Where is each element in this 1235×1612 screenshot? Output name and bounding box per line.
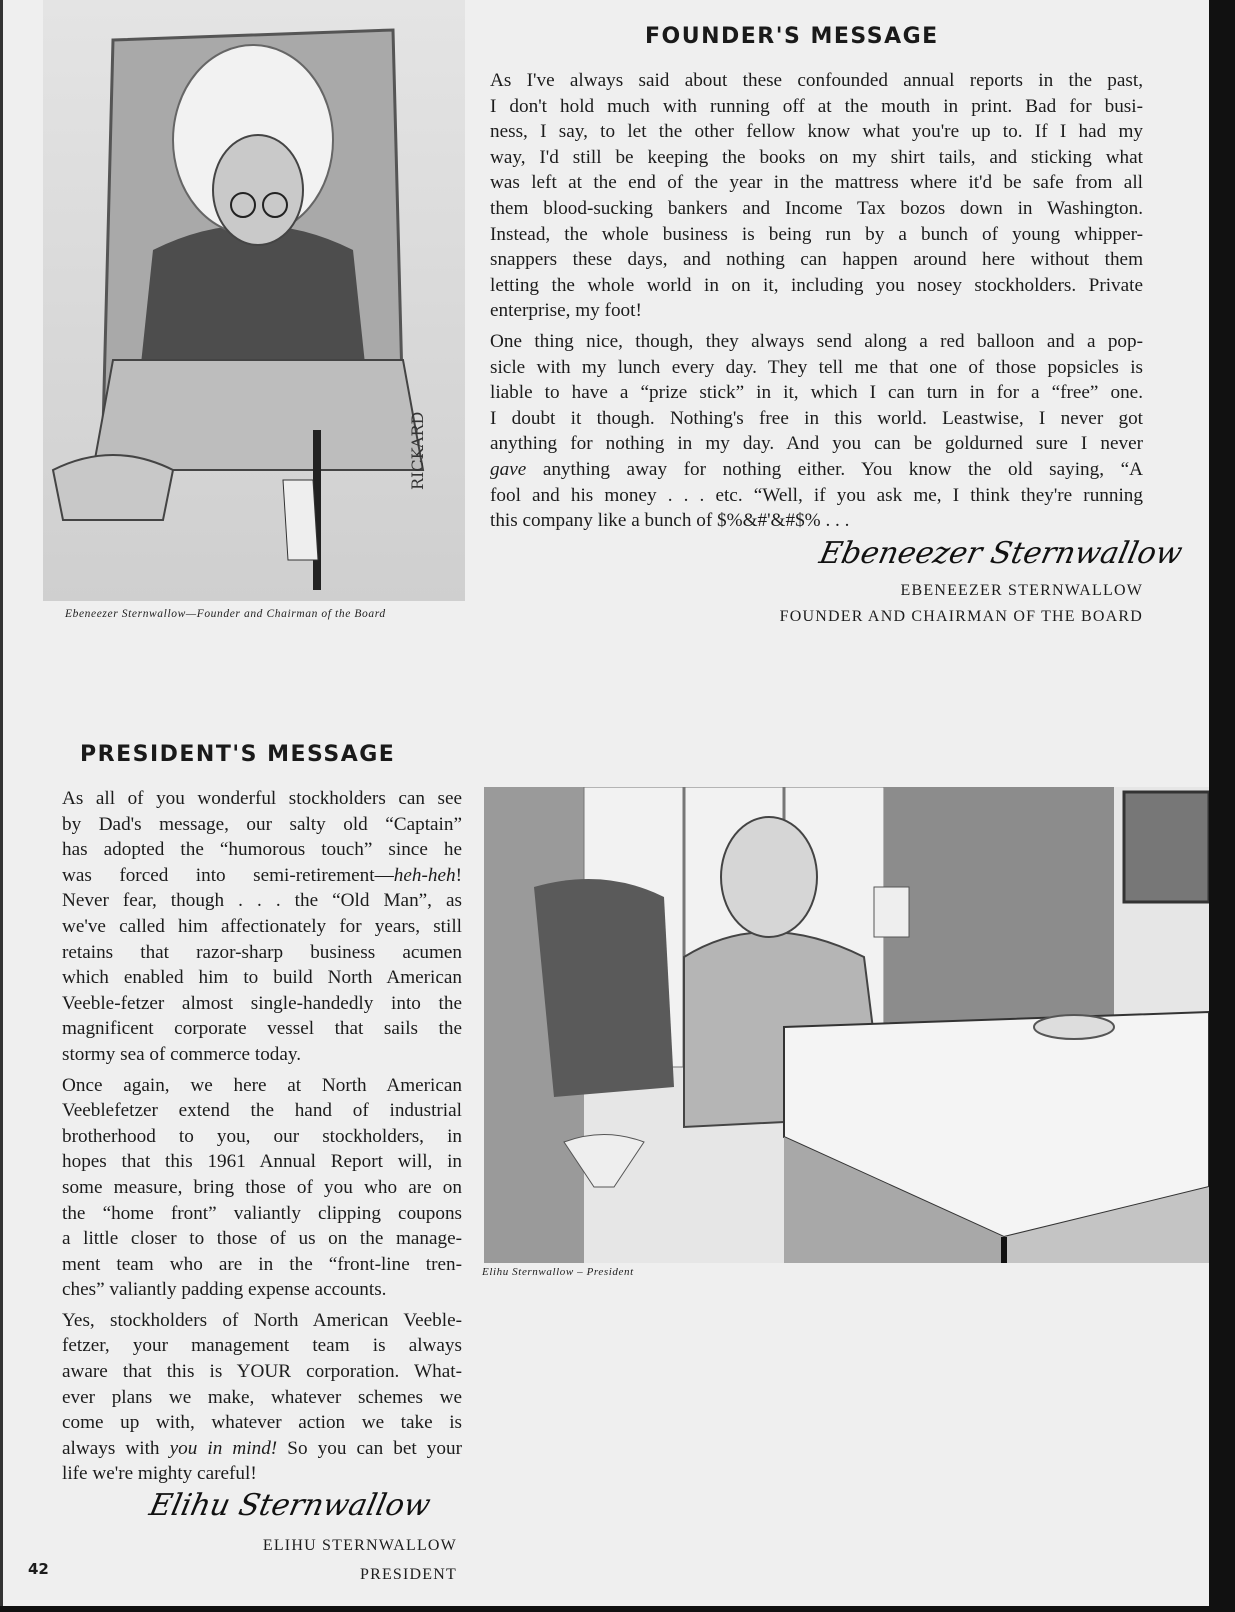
text-line: come up with, whatever action we take is <box>62 1412 462 1434</box>
paragraph <box>490 329 1143 534</box>
page-bottom-edge <box>0 1606 1235 1612</box>
text-line: Veeblefetzer extend the hand of industrial <box>62 1100 462 1122</box>
text-line: Once again, we here at North American <box>62 1074 462 1096</box>
text-line: ches” valiantly padding expense accounts. <box>62 1279 387 1301</box>
text-line: was left at the end of the year in the mattress where it'd be safe from all <box>490 172 1143 194</box>
text-line <box>62 1436 462 1462</box>
text-line: fool and his money . . . etc. “Well, if you ask me, I think they're running <box>490 484 1143 506</box>
president-caption: Elihu Sternwallow – President <box>482 1266 634 1278</box>
text-line: some measure, bring those of you who are on <box>62 1176 462 1198</box>
text-line <box>490 457 1143 483</box>
text-line: Never fear, though . . . the “Old Man”, as <box>62 890 462 912</box>
text-segment: always with <box>62 1437 170 1459</box>
text-line: by Dad's message, our salty old “Captain” <box>62 813 462 835</box>
italic-text: heh-heh <box>393 864 456 886</box>
text-line: has adopted the “humorous touch” since he <box>62 839 462 861</box>
president-title: PRESIDENT <box>359 1566 457 1583</box>
text-line: I doubt it though. Nothing's free in this world. Leastwise, I never got <box>490 407 1143 429</box>
paragraph <box>62 786 462 1068</box>
italic-text: gave <box>490 458 527 480</box>
text-line: ment team who are in the “front-line tren- <box>62 1253 462 1275</box>
text-line: Instead, the whole business is being run by a bunch of young whipper- <box>490 223 1143 245</box>
text-line: ness, I say, to let the other fellow know what you're up to. If I had my <box>490 121 1143 143</box>
text-line: stormy sea of commerce today. <box>62 1043 302 1065</box>
president-caricature-drawing <box>484 787 1209 1263</box>
text-line: way, I'd still be keeping the books on my shirt tails, and sticking what <box>490 146 1143 168</box>
text-line: Veeble-fetzer almost single-handedly into the <box>62 992 462 1014</box>
founder-title: FOUNDER AND CHAIRMAN OF THE BOARD <box>779 608 1143 625</box>
text-line <box>62 863 462 889</box>
text-line: snappers these days, and nothing can happen around here without them <box>490 249 1143 271</box>
text-line: fetzer, your management team is always <box>62 1335 462 1357</box>
text-segment: was forced into semi-retirement— <box>62 864 394 886</box>
founder-signature: Ebeneezer Sternwallow <box>816 536 1186 571</box>
founder-caricature-drawing <box>43 0 465 601</box>
president-signature: Elihu Sternwallow <box>146 1488 434 1523</box>
text-line: One thing nice, though, they always send along a red balloon and a pop- <box>490 330 1143 352</box>
text-segment: ! <box>455 864 462 886</box>
text-line: As I've always said about these confounded annual reports in the past, <box>490 70 1143 91</box>
paragraph <box>490 68 1143 324</box>
president-heading: PRESIDENT'S MESSAGE <box>80 742 396 767</box>
founder-message-body <box>490 68 1143 539</box>
artist-signature: RICKARD <box>408 411 427 490</box>
text-line: a little closer to those of us on the manage- <box>62 1228 462 1250</box>
text-line: magnificent corporate vessel that sails the <box>62 1018 462 1040</box>
president-message-body <box>62 786 462 1492</box>
text-line: brotherhood to you, our stockholders, in <box>62 1125 462 1147</box>
text-line: this company like a bunch of $%&#'&#$% . . . <box>490 510 850 532</box>
president-name: ELIHU STERNWALLOW <box>262 1537 457 1554</box>
text-line: anything for nothing in my day. And you can be goldurned sure I never <box>490 433 1143 455</box>
text-line: enterprise, my foot! <box>490 300 642 322</box>
text-line: retains that razor-sharp business acumen <box>62 941 462 963</box>
text-line: life we're mighty careful! <box>62 1463 257 1485</box>
text-line: As all of you wonderful stockholders can see <box>62 788 462 809</box>
page-right-edge <box>1209 0 1235 1612</box>
paragraph <box>62 1308 462 1487</box>
text-line: we've called him affectionately for years, still <box>62 915 462 937</box>
paragraph <box>62 1073 462 1303</box>
text-line: ever plans we make, whatever schemes we <box>62 1386 462 1408</box>
italic-text: you in mind! <box>169 1437 278 1459</box>
founder-name: EBENEEZER STERNWALLOW <box>900 582 1143 599</box>
text-line: I don't hold much with running off at the mouth in print. Bad for busi- <box>490 95 1143 117</box>
text-line: letting the whole world in on it, including you nosey stockholders. Private <box>490 274 1143 296</box>
founder-heading: FOUNDER'S MESSAGE <box>645 24 939 49</box>
text-line: them blood-sucking bankers and Income Tax bozos down in Washington. <box>490 197 1143 219</box>
text-line: hopes that this 1961 Annual Report will, in <box>62 1151 462 1173</box>
text-segment: anything away for nothing either. You know the old saying, “A <box>526 458 1143 480</box>
text-line: which enabled him to build North American <box>62 967 462 989</box>
president-illustration <box>484 787 1209 1263</box>
page-left-edge <box>0 0 3 1612</box>
founder-caption: Ebeneezer Sternwallow—Founder and Chairman of the Board <box>65 608 386 620</box>
text-line: sicle with my lunch every day. They tell me that one of those popsicles is <box>490 356 1143 378</box>
text-line: aware that this is YOUR corporation. What- <box>62 1361 462 1383</box>
page-number: 42 <box>28 1560 49 1578</box>
founder-illustration <box>43 0 465 601</box>
text-line: the “home front” valiantly clipping coupons <box>62 1202 462 1224</box>
text-line: Yes, stockholders of North American Veeble- <box>62 1309 462 1331</box>
text-segment: So you can bet your <box>277 1437 462 1459</box>
text-line: liable to have a “prize stick” in it, which I can turn in for a “free” one. <box>490 382 1143 404</box>
